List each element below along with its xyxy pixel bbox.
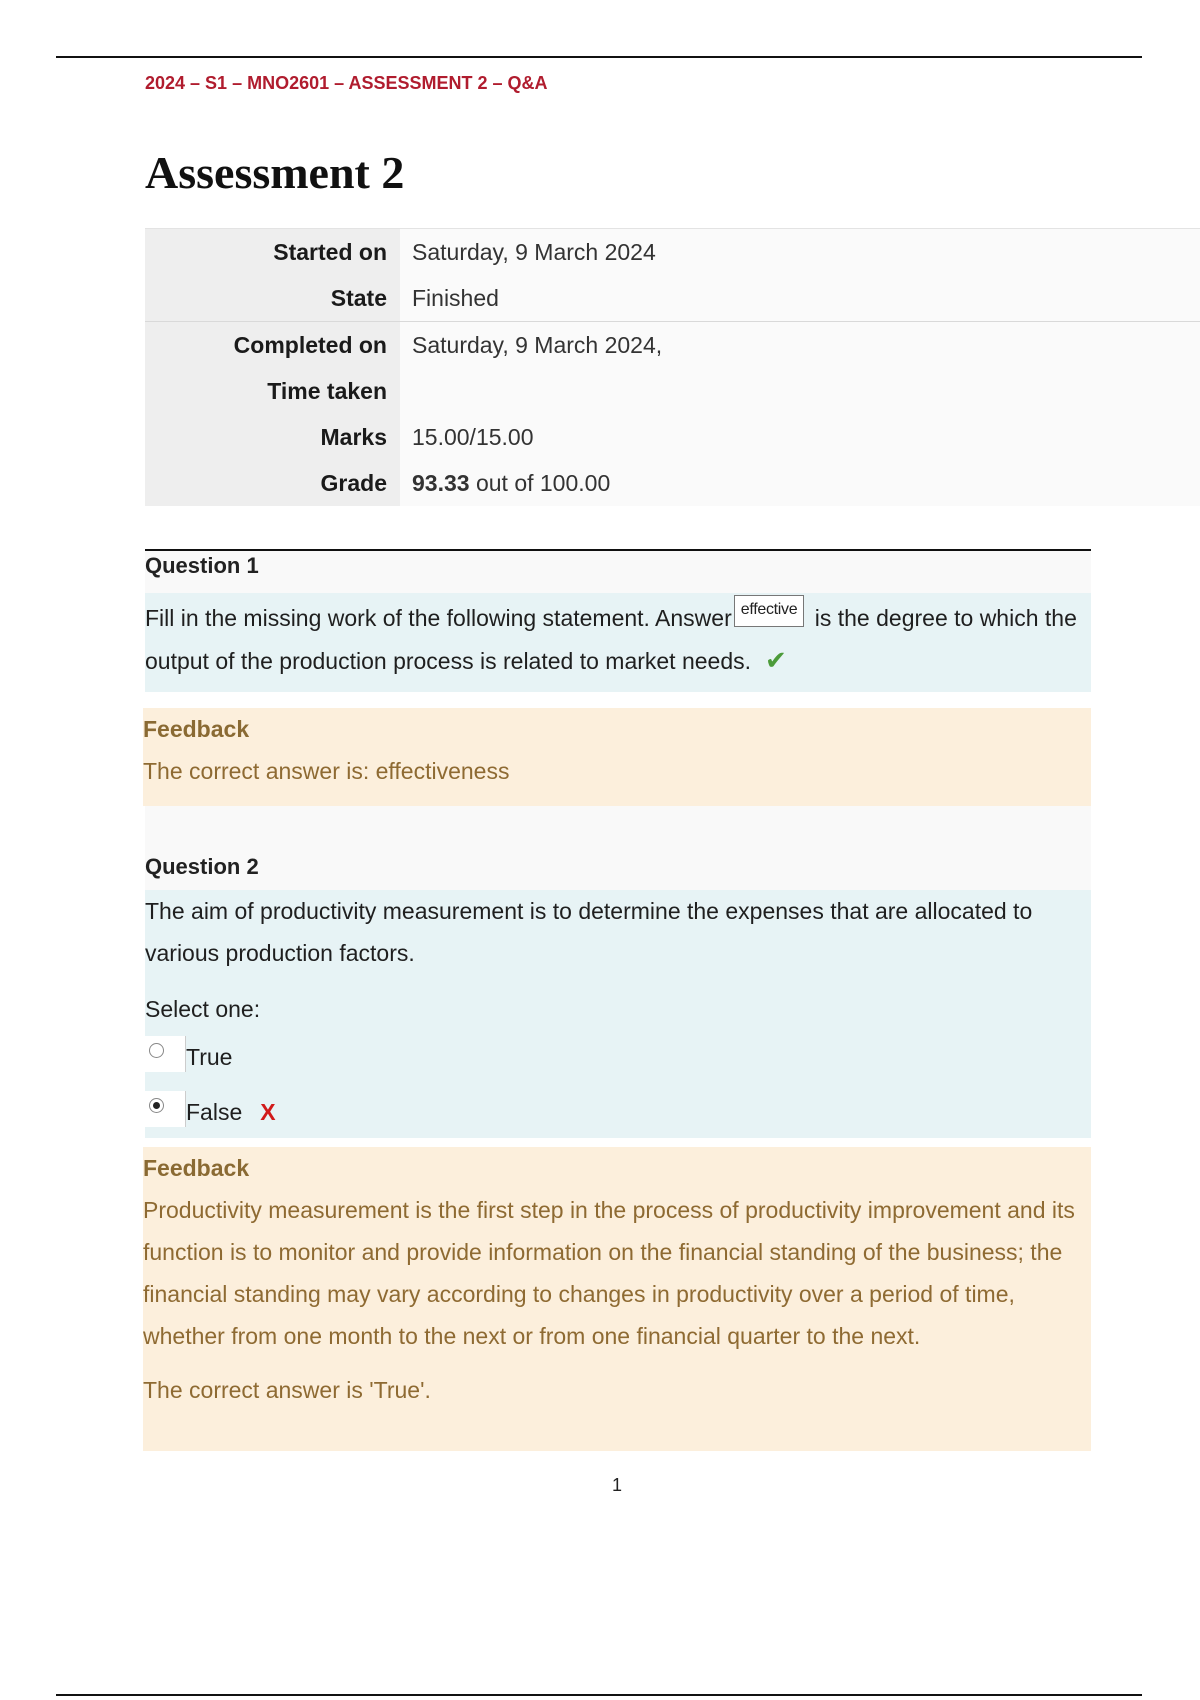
summary-value: Saturday, 9 March 2024: [400, 229, 1200, 276]
summary-value: 15.00/15.00: [400, 414, 1200, 460]
radio-button-true[interactable]: [149, 1043, 164, 1058]
grade-out-of: out of 100.00: [469, 469, 611, 496]
grade-value: 93.33: [412, 469, 470, 496]
question-1-text-before: Fill in the missing work of the following statement. Answer: [145, 605, 732, 631]
attempt-summary-table: [145, 228, 1200, 506]
answer-input[interactable]: effective: [734, 595, 805, 627]
wrong-mark-icon: X: [260, 1099, 276, 1125]
feedback-title: Feedback: [143, 1155, 250, 1181]
page-title: Assessment 2: [145, 147, 405, 198]
summary-value: [400, 460, 1200, 506]
summary-label: Grade: [145, 460, 400, 506]
option-label: False: [186, 1099, 243, 1125]
question-2-heading: Question 2: [145, 806, 1091, 890]
summary-label: Started on: [145, 229, 400, 276]
radio-cell: [145, 1036, 186, 1072]
summary-row-started: [145, 229, 1200, 276]
document-header: 2024 – S1 – MNO2601 – ASSESSMENT 2 – Q&A: [145, 73, 548, 93]
summary-value: Saturday, 9 March 2024,: [400, 322, 1200, 369]
summary-value: [400, 368, 1200, 414]
summary-label: Marks: [145, 414, 400, 460]
question-1-heading: Question 1: [145, 551, 1091, 593]
radio-cell: [145, 1091, 186, 1127]
question-2-body: [145, 890, 1091, 1138]
page-number: 1: [612, 1475, 623, 1495]
feedback-text: Productivity measurement is the first step in the process of productivity improvement and its function is to monitor and provide information on the financial standing of the business; the financial standing may vary according to changes in productivity over a period of time, whether from one month to the next or from one financial quarter to the next.: [143, 1197, 1075, 1349]
question-2-feedback: [143, 1147, 1091, 1451]
check-icon: ✔: [765, 645, 787, 675]
feedback-text: The correct answer is: effectiveness: [143, 758, 510, 784]
option-true[interactable]: [145, 1030, 1091, 1085]
question-1-feedback: [143, 708, 1091, 806]
feedback-correct-answer: The correct answer is 'True'.: [143, 1377, 431, 1403]
summary-label: Completed on: [145, 322, 400, 369]
summary-row-completed: [145, 322, 1200, 369]
top-rule: [56, 56, 1142, 58]
radio-button-false[interactable]: [149, 1098, 164, 1113]
question-2-text: The aim of productivity measurement is to determine the expenses that are allocated to various production factors.: [145, 898, 1033, 966]
feedback-title: Feedback: [143, 716, 250, 742]
summary-row-marks: [145, 414, 1200, 460]
option-false[interactable]: [145, 1085, 1091, 1140]
bottom-rule: [56, 1694, 1142, 1696]
select-one-prompt: Select one:: [145, 996, 261, 1022]
summary-row-time-taken: [145, 368, 1200, 414]
summary-row-state: [145, 275, 1200, 322]
summary-label: Time taken: [145, 368, 400, 414]
question-1-text: [145, 593, 1091, 692]
option-label: True: [186, 1044, 233, 1070]
summary-value: Finished: [400, 275, 1200, 322]
summary-label: State: [145, 275, 400, 322]
question-1-text-after: is the degree to which the output of the production process is related to market needs.: [145, 605, 1077, 674]
option-label-wrap: [186, 1095, 276, 1129]
summary-row-grade: [145, 460, 1200, 506]
